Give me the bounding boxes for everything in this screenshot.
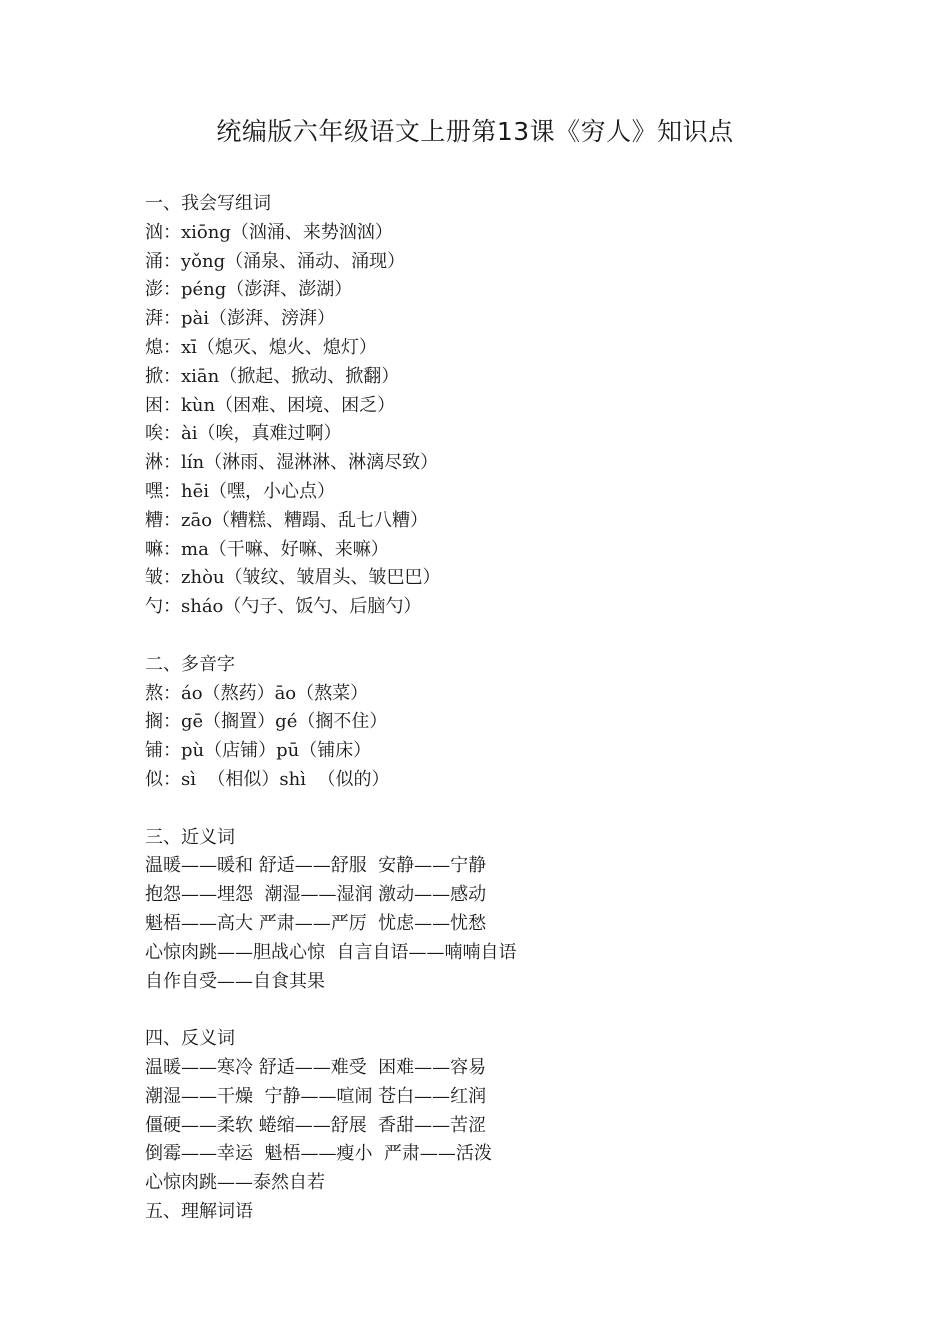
- section-antonyms: [145, 1025, 905, 1198]
- section-word-meanings: [145, 1198, 905, 1227]
- polyphonic-entry: 搁：gē（搁置）gé（搁不住）: [145, 711, 388, 733]
- section-heading: 五、理解词语: [145, 1200, 253, 1222]
- antonym-line: 潮湿——干燥 宁静——喧闹 苍白——红润: [145, 1085, 487, 1107]
- word-entry: 困：kùn（困难、困境、困乏）: [145, 394, 396, 416]
- word-entry: 嘿：hēi（嘿，小心点）: [145, 480, 336, 502]
- word-entry: 掀：xiān（掀起、掀动、掀翻）: [145, 365, 400, 387]
- word-entry: 湃：pài（澎湃、滂湃）: [145, 308, 336, 330]
- section-write-words: [145, 190, 905, 622]
- document-title: 统编版六年级语文上册第13课《穷人》知识点: [216, 117, 734, 146]
- word-entry: 唉：ài（唉，真难过啊）: [145, 423, 342, 445]
- blank-line: [145, 622, 905, 651]
- antonym-line: 倒霉——幸运 魁梧——瘦小 严肃——活泼: [145, 1143, 492, 1165]
- antonym-line: 僵硬——柔软 蜷缩——舒展 香甜——苦涩: [145, 1114, 487, 1136]
- synonym-line: 抱怨——埋怨 潮湿——湿润 激动——感动: [145, 884, 487, 906]
- antonym-line: 心惊肉跳——泰然自若: [145, 1172, 325, 1194]
- word-entry: 糟：zāo（糟糕、糟蹋、乱七八糟）: [145, 509, 429, 531]
- word-entry: 皱：zhòu（皱纹、皱眉头、皱巴巴）: [145, 567, 441, 589]
- section-heading: 一、我会写组词: [145, 193, 271, 214]
- section-polyphonic: [145, 651, 905, 795]
- synonym-line: 自作自受——自食其果: [145, 970, 325, 992]
- section-heading: 二、多音字: [145, 653, 235, 675]
- blank-line: [145, 996, 905, 1025]
- synonym-line: 魁梧——高大 严肃——严厉 忧虑——忧愁: [145, 912, 487, 934]
- word-entry: 勺：sháo（勺子、饭勺、后脑勺）: [145, 596, 422, 618]
- word-entry: 淋：lín（淋雨、湿淋淋、淋漓尽致）: [145, 452, 439, 474]
- word-entry: 汹：xiōng（汹涌、来势汹汹）: [145, 221, 393, 243]
- document-body: [145, 190, 905, 1227]
- word-entry: 涌：yǒng（涌泉、涌动、涌现）: [145, 250, 406, 272]
- word-entry: 嘛：ma（干嘛、好嘛、来嘛）: [145, 538, 389, 560]
- synonym-line: 心惊肉跳——胆战心惊 自言自语——喃喃自语: [145, 941, 517, 963]
- polyphonic-entry: 铺：pù（店铺）pū（铺床）: [145, 740, 372, 762]
- polyphonic-entry: 熬：áo（熬药）āo（熬菜）: [145, 682, 369, 704]
- polyphonic-entry: 似：sì （相似）shì （似的）: [145, 768, 390, 790]
- blank-line: [145, 795, 905, 824]
- word-entry: 熄：xī（熄灭、熄火、熄灯）: [145, 336, 377, 358]
- synonym-line: 温暖——暖和 舒适——舒服 安静——宁静: [145, 855, 487, 877]
- word-entry: 澎：péng（澎湃、澎湖）: [145, 279, 353, 301]
- section-heading: 四、反义词: [145, 1028, 235, 1050]
- section-synonyms: [145, 824, 905, 997]
- section-heading: 三、近义词: [145, 826, 235, 848]
- antonym-line: 温暖——寒冷 舒适——难受 困难——容易: [145, 1056, 487, 1078]
